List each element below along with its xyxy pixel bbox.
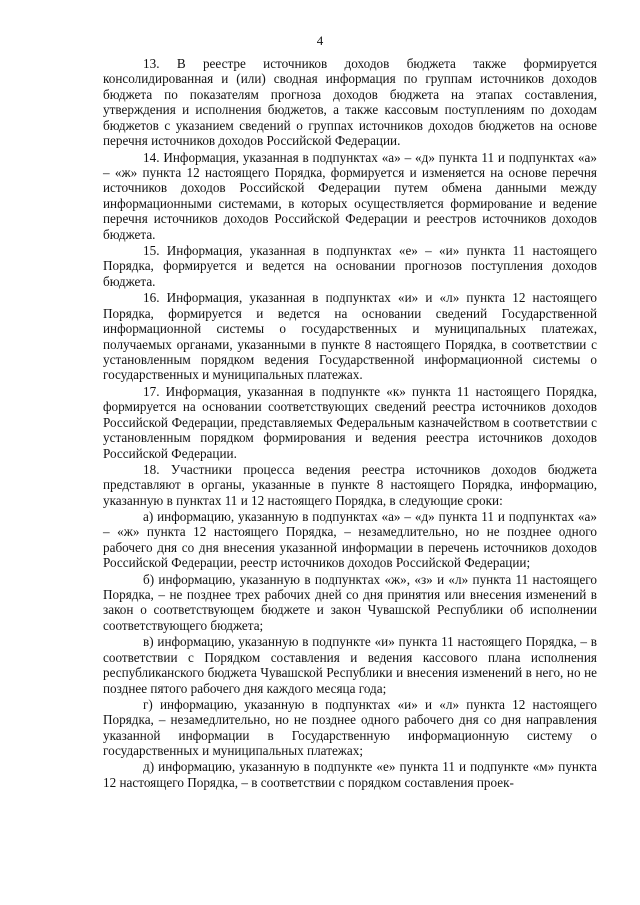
subitem-a: а) информацию, указанную в подпунктах «а» – «д» пункта 11 и подпунктах «а» – «ж» пункта 12 настоящего Порядка, – незамедлительно, но не позднее одного рабочего дня со дня внесения указанной информации в перечень источников доходов Российской Федерации, реестр источников доходов Российской Федерации;: [103, 508, 597, 571]
subitem-g: г) информацию, указанную в подпунктах «и» и «л» пункта 12 настоящего Порядка, – незамедлительно, но не позднее одного рабочего дня со дня направления указанной информации в Государственную информационную систему о государственных и муниципальных платежах;: [103, 696, 597, 759]
paragraph-18: 18. Участники процесса ведения реестра источников доходов бюджета представляют в органы, указанные в пункте 8 настоящего Порядка, информацию, указанную в пунктах 11 и 12 настоящего Порядка, в следующие сроки:: [103, 461, 597, 508]
paragraph-14: 14. Информация, указанная в подпунктах «а» – «д» пункта 11 и подпунктах «а» – «ж» пункта 12 настоящего Порядка, формируется и изменяется на основе перечня источников доходов Российской Федерации путем обмена данными между информационными системами, в которых осуществляется формирование и ведение перечня источников доходов Российской Федерации и реестров источников доходов бюджета.: [103, 149, 597, 242]
subitem-d: д) информацию, указанную в подпункте «е» пункта 11 и подпункте «м» пункта 12 настоящего Порядка, – в соответствии с порядком составления проек-: [103, 759, 597, 790]
paragraph-13: 13. В реестре источников доходов бюджета также формируется консолидированная и (или) сводная информация по группам источников доходов бюджета по показателям прогноза доходов бюджета на этапах составления, утверждения и исполнения бюджетов, а также кассовым поступлениям по доходам бюджетов с указанием сведений о группах источников доходов бюджетов на основе перечня источников доходов Российской Федерации.: [103, 56, 597, 149]
paragraph-17: 17. Информация, указанная в подпункте «к» пункта 11 настоящего Порядка, формируется на основании соответствующих сведений реестра источников доходов Российской Федерации, представляемых Федеральным казначейством в соответствии с установленным порядком формирования и ведения реестра источников доходов Российской Федерации.: [103, 383, 597, 461]
subitem-v: в) информацию, указанную в подпункте «и» пункта 11 настоящего Порядка, – в соответствии с Порядком составления и ведения кассового плана исполнения республиканского бюджета Чувашской Республики и внесения изменений в него, но не позднее пятого рабочего дня каждого месяца года;: [103, 634, 597, 696]
paragraph-16: 16. Информация, указанная в подпунктах «и» и «л» пункта 12 настоящего Порядка, формируется и ведется на основании сведений Государственной информационной системы о государственных и муниципальных платежах, получаемых органами, указанными в пункте 8 настоящего Порядка, в соответствии с установленным порядком ведения Государственной информационной системы о государственных и муниципальных платежах.: [103, 290, 597, 383]
page-number: 4: [316, 33, 324, 48]
document-body: [103, 56, 597, 791]
subitem-b: б) информацию, указанную в подпунктах «ж», «з» и «л» пункта 11 настоящего Порядка, – не позднее трех рабочих дней со дня принятия или внесения изменений в закон о соответствующем бюджете и закон Чувашской Республики об исполнении соответствующего бюджета;: [103, 571, 597, 633]
paragraph-15: 15. Информация, указанная в подпунктах «е» – «и» пункта 11 настоящего Порядка, формируется и ведется на основании прогнозов поступления доходов бюджета.: [103, 243, 597, 289]
